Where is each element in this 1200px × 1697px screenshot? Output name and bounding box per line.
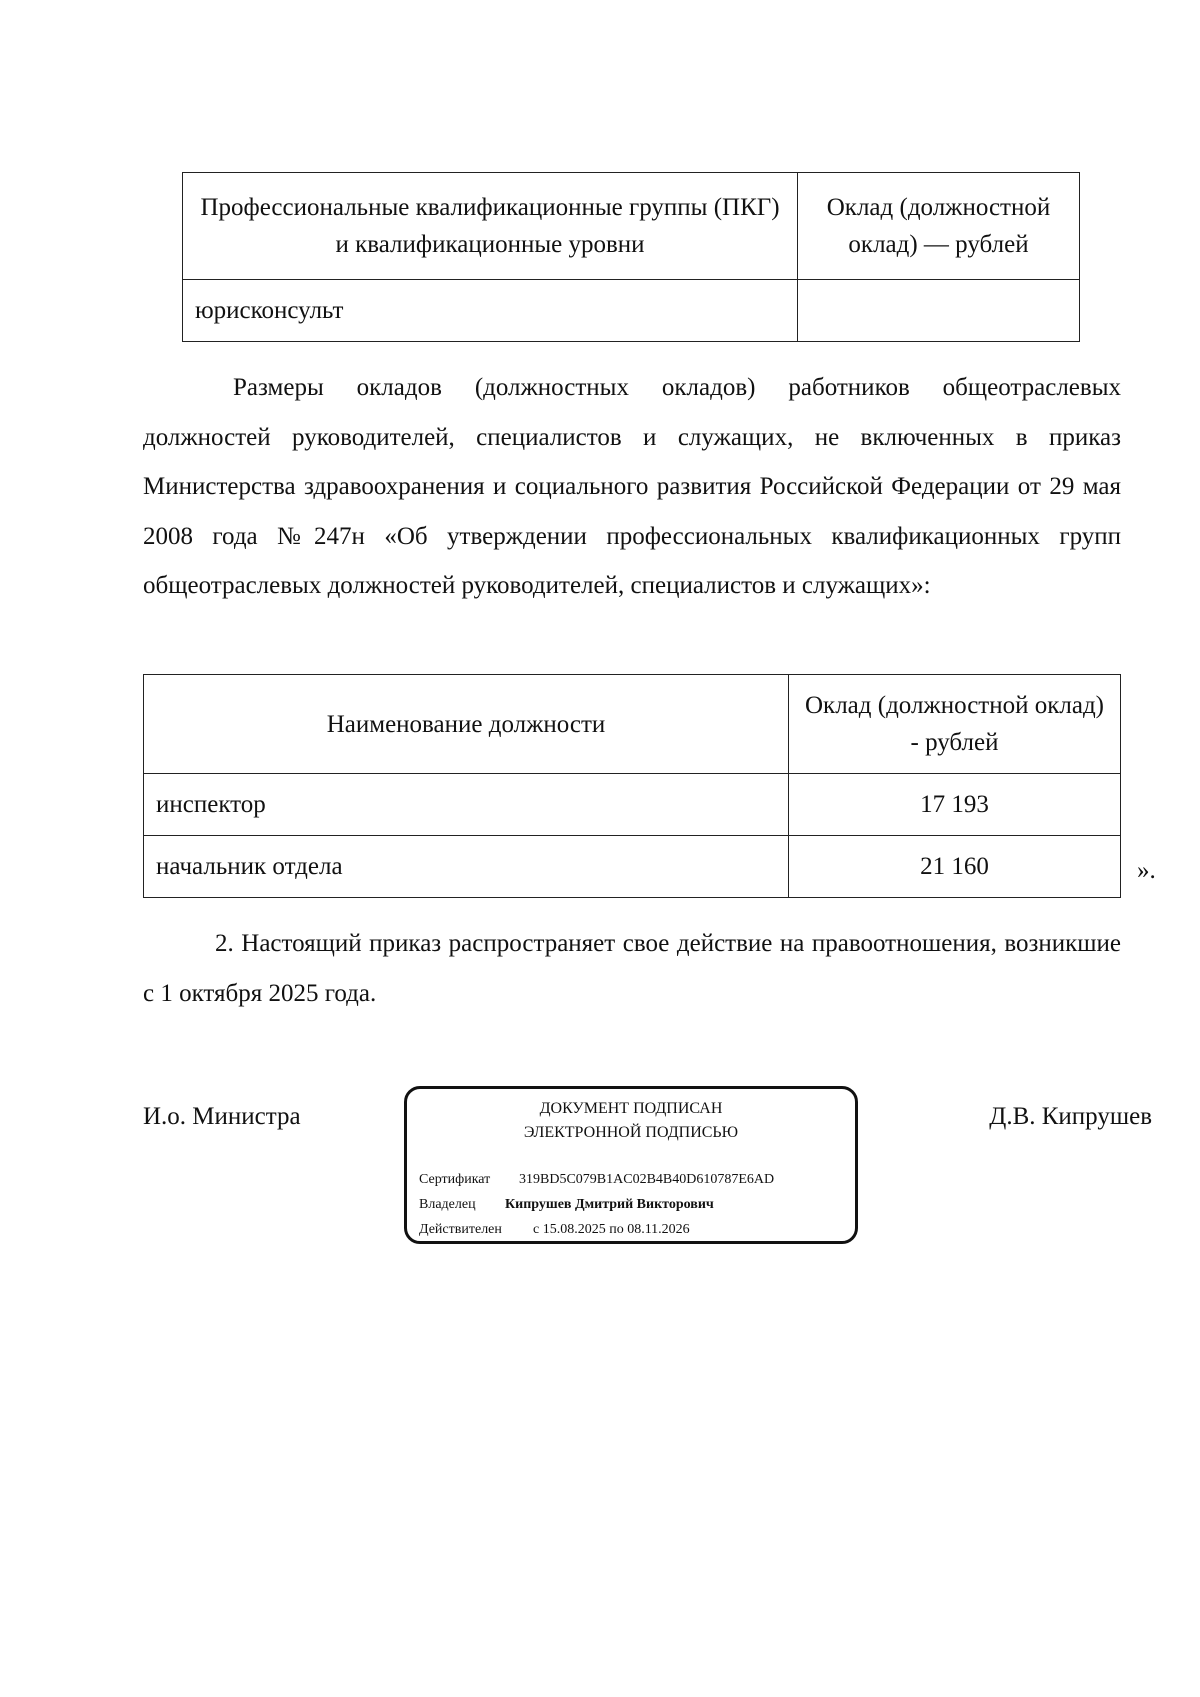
- stamp-label: Владелец: [419, 1197, 476, 1212]
- column-header-salary: Оклад (должностной оклад) — рублей: [798, 173, 1080, 280]
- stamp-label: Действителен: [419, 1222, 502, 1237]
- table-row: [144, 774, 1121, 836]
- stamp-certificate-row: [419, 1167, 774, 1192]
- column-header-pkg: Профессиональные квалификационные группы (ПКГ) и квалификационные уровни: [183, 173, 798, 280]
- stamp-validity-row: [419, 1217, 774, 1242]
- paragraph-salary-sizes: Размеры окладов (должностных окладов) работников общеотраслевых должностей руководителей, специалистов и служащих, не включенных в приказ Министерства здравоохранения и социального развития Российской Федерации от 29 мая 2008 года №247н «Об утверждении профессиональных квалификационных групп общеотраслевых должностей руководителей, специалистов и служащих»:: [143, 374, 1121, 599]
- salary-cell: 21 160: [789, 836, 1121, 898]
- stamp-certificate-value: 319BD5C079B1AC02B4B40D610787E6AD: [519, 1172, 775, 1187]
- electronic-signature-stamp: [404, 1086, 858, 1244]
- signatory-position: И.о. Министра: [143, 1103, 301, 1130]
- paragraph-effective-date: 2. Настоящий приказ распространяет свое действие на правоотношения, возникшие с 1 октября 2025 года.: [143, 930, 1121, 1007]
- salary-cell: 17 193: [789, 774, 1121, 836]
- pkg-salary-table: [182, 172, 1080, 342]
- stamp-owner-value: Кипрушев Дмитрий Викторович: [505, 1197, 714, 1212]
- column-header-position: Наименование должности: [144, 675, 789, 774]
- table-row: [144, 836, 1121, 898]
- stamp-validity-value: с 15.08.2025 по 08.11.2026: [533, 1222, 690, 1237]
- position-cell: начальник отдела: [144, 836, 789, 898]
- position-cell: юрисконсульт: [183, 280, 798, 342]
- signatory-name: Д.В. Кипрушев: [989, 1103, 1152, 1130]
- table-header-row: [183, 173, 1080, 280]
- position-cell: инспектор: [144, 774, 789, 836]
- stamp-title: [407, 1097, 855, 1145]
- stamp-label: Сертификат: [419, 1172, 491, 1187]
- positions-salary-table: [143, 674, 1121, 898]
- column-header-salary: Оклад (должностной оклад) - рублей: [789, 675, 1121, 774]
- salary-cell: [798, 280, 1080, 342]
- stamp-owner-row: [419, 1192, 774, 1217]
- table-header-row: [144, 675, 1121, 774]
- stamp-title-line: ЭЛЕКТРОННОЙ ПОДПИСЬЮ: [523, 1124, 739, 1141]
- stamp-title-line: ДОКУМЕНТ ПОДПИСАН: [539, 1100, 723, 1117]
- table-row: [183, 280, 1080, 342]
- stamp-details: [419, 1167, 774, 1242]
- closing-quote: ».: [1137, 857, 1156, 884]
